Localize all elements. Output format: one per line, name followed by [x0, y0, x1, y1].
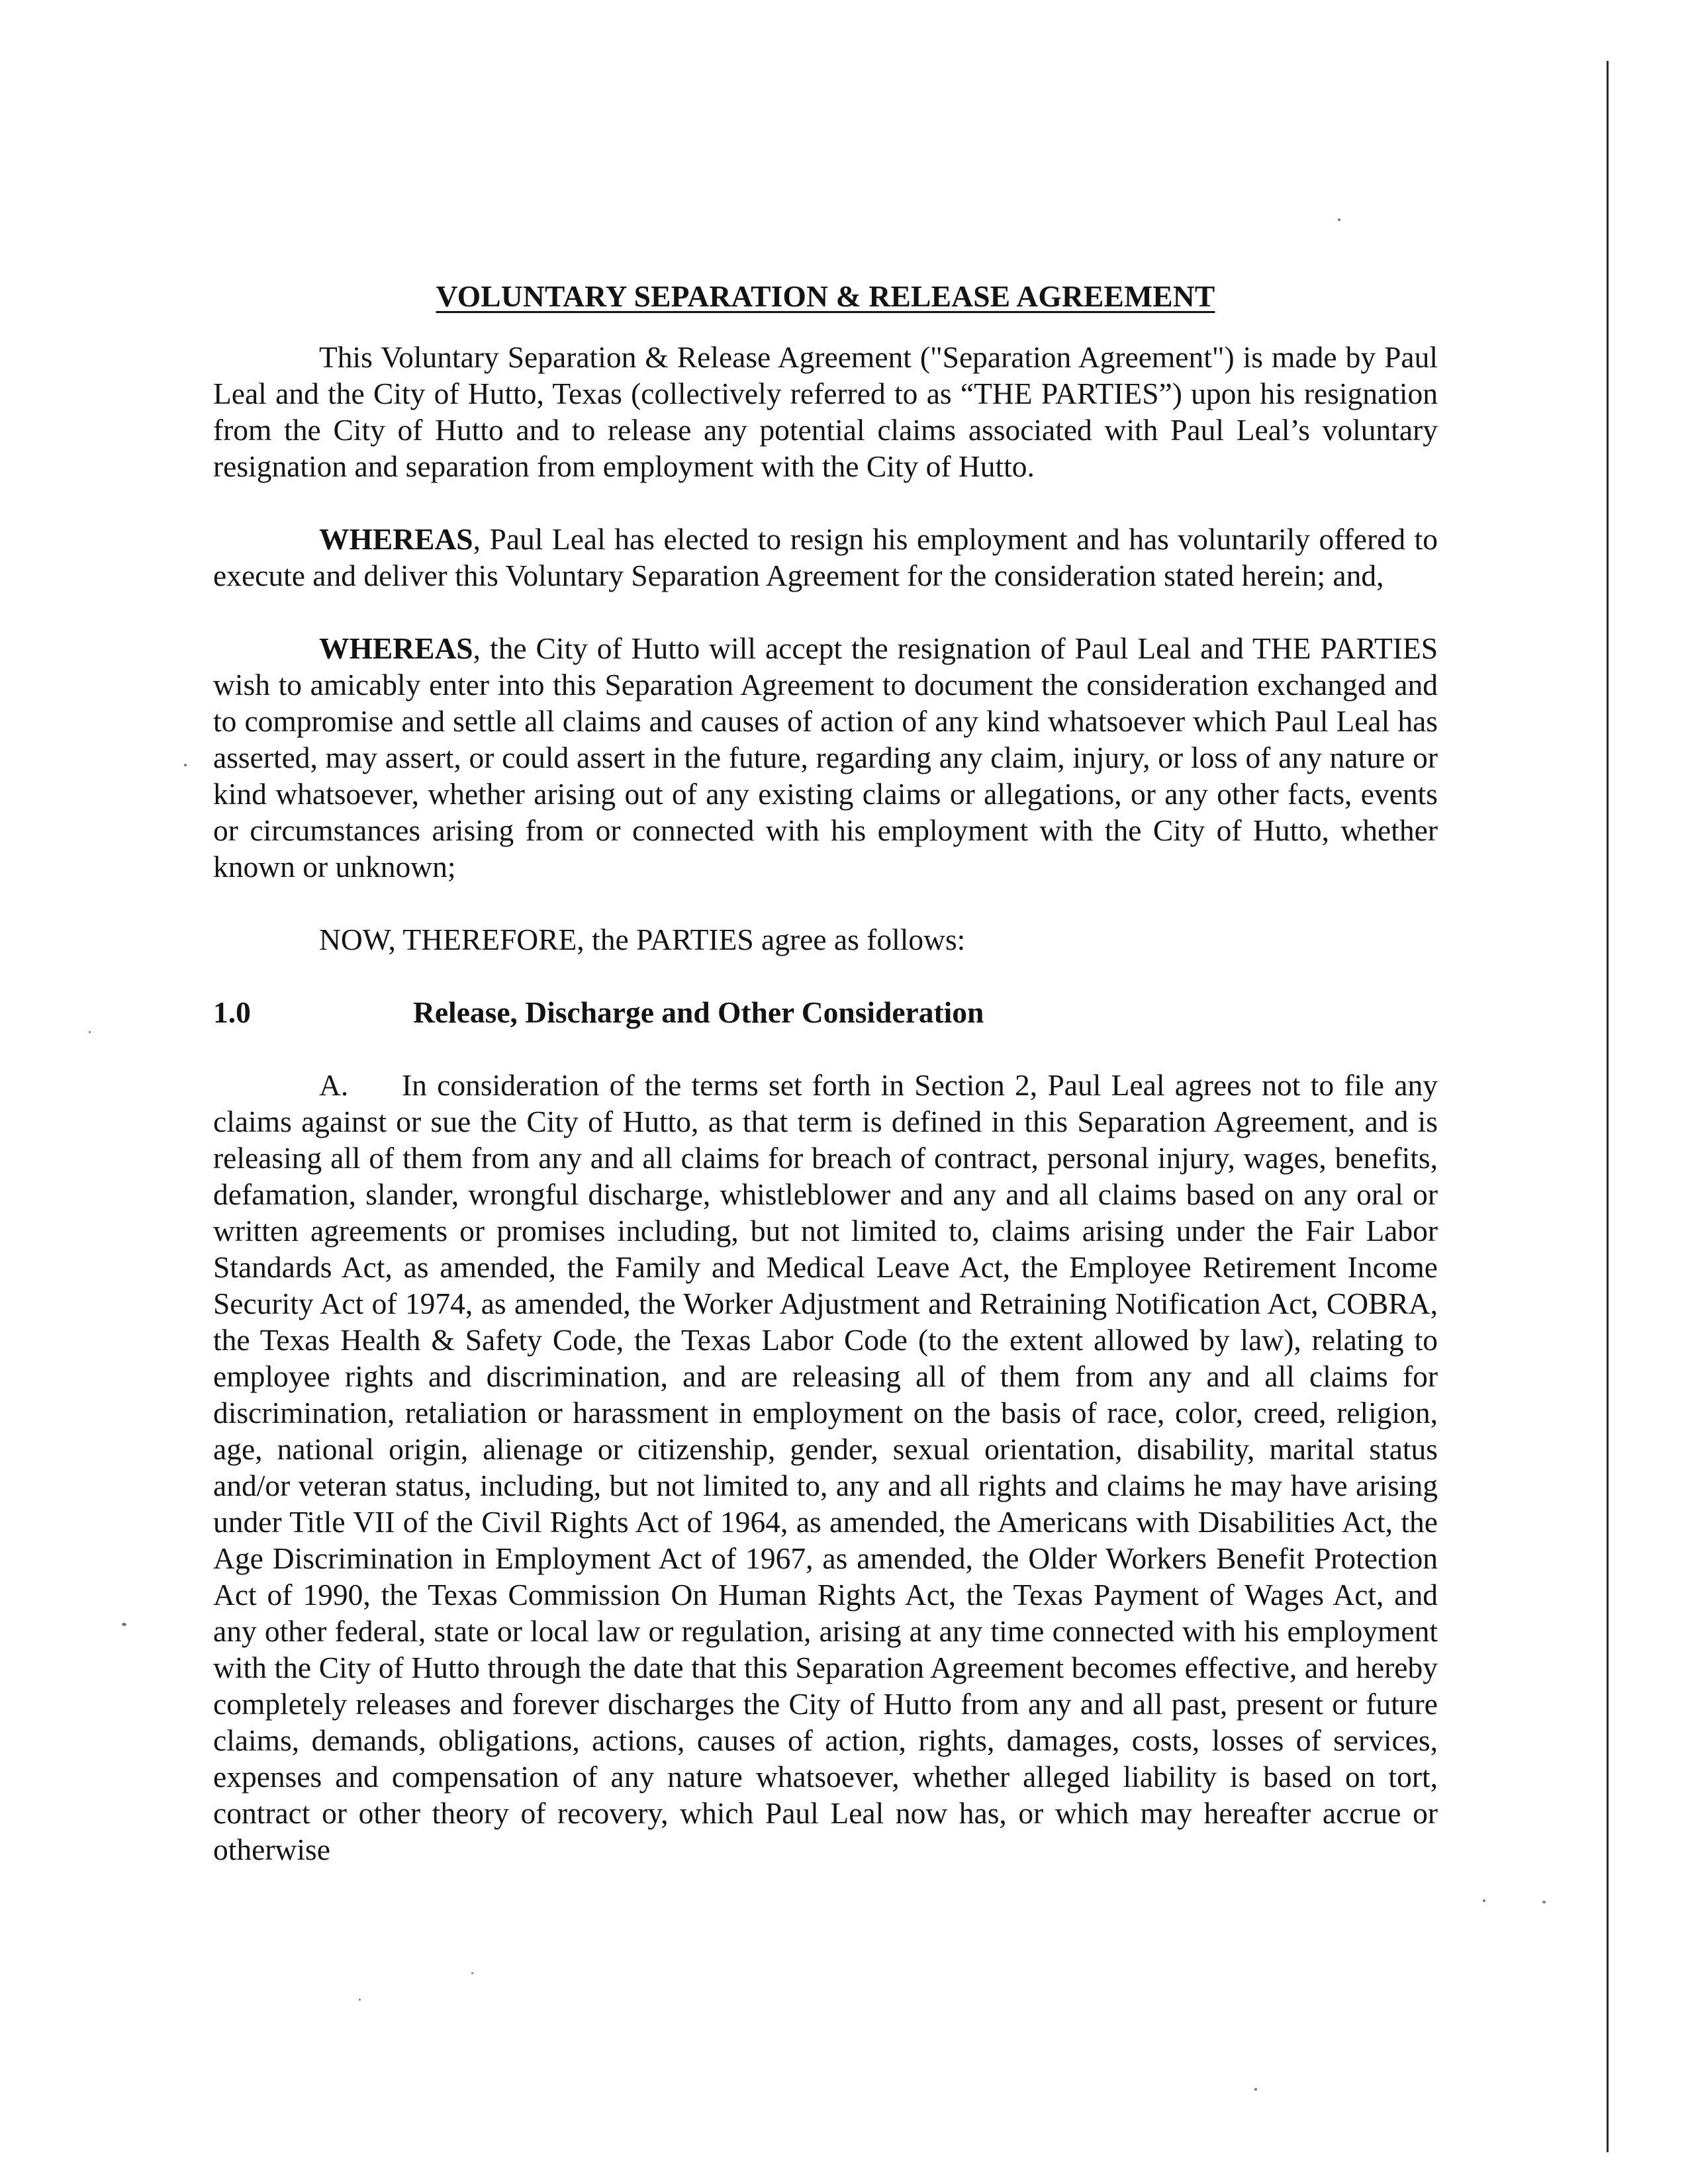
section-number: 1.0 — [213, 995, 251, 1029]
margin-rule — [1607, 61, 1609, 2152]
whereas-lead: WHEREAS — [319, 522, 473, 556]
scan-speck — [89, 1031, 91, 1033]
whereas-paragraph-1 — [213, 521, 1438, 594]
whereas-text: , the City of Hutto will accept the resignation of Paul Leal and THE PARTIES wish to amicably enter into this Separation Agreement to document the consideration exchanged and to compromise and settle all claims and causes of action of any kind whatsoever which Paul Leal has asserted, may assert, or could assert in the future, regarding any claim, injury, or loss of any nature or kind whatsoever, whether arising out of any existing claims or allegations, or any other facts, events or circumstances arising from or connected with his employment with the City of Hutto, whether known or unknown; — [213, 631, 1438, 884]
now-therefore-paragraph: NOW, THEREFORE, the PARTIES agree as follows: — [319, 923, 966, 956]
whereas-lead: WHEREAS — [319, 631, 473, 665]
whereas-text: , Paul Leal has elected to resign his employment and has voluntarily offered to execute and deliver this Voluntary Separation Agreement for the consideration stated herein; and, — [213, 522, 1438, 592]
scan-speck — [122, 1623, 126, 1626]
document-body — [213, 278, 1438, 1868]
scan-speck — [184, 764, 187, 766]
whereas-paragraph-2 — [213, 630, 1438, 885]
scan-speck — [1483, 1899, 1485, 1902]
scan-speck — [1254, 2088, 1257, 2091]
clause-text: In consideration of the terms set forth in Section 2, Paul Leal agrees not to file any claims against or sue the City of Hutto, as that term is defined in this Separation Agreement, and is releasing all of them from any and all claims for breach of contract, personal injury, wages, benefits, defamation, slander, wrongful discharge, whistleblower and any and all claims based on any oral or written agreements or promises including, but not limited to, claims arising under the Fair Labor Standards Act, as amended, the Family and Medical Leave Act, the Employee Retirement Income Security Act of 1974, as amended, the Worker Adjustment and Retraining Notification Act, COBRA, the Texas Health & Safety Code, the Texas Labor Code (to the extent allowed by law), relating to employee rights and discrimination, and are releasing all of them from any and all claims for discrimination, retaliation or harassment in employment on the basis of race, color, creed, religion, age, national origin, alienage or citizenship, gender, sexual orientation, disability, marital status and/or veteran status, including, but not limited to, any and all rights and claims he may have arising under Title VII of the Civil Rights Act of 1964, as amended, the Americans with Disabilities Act, the Age Discrimination in Employment Act of 1967, as amended, the Older Workers Benefit Protection Act of 1990, the Texas Commission On Human Rights Act, the Texas Payment of Wages Act, and any other federal, state or local law or regulation, arising at any time connected with his employment with the City of Hutto through the date that this Separation Agreement becomes effective, and hereby completely releases and forever discharges the City of Hutto from any and all past, present or future claims, demands, obligations, actions, causes of action, rights, damages, costs, losses of services, expenses and compensation of any nature whatsoever, whether alleged liability is based on tort, contract or other theory of recovery, which Paul Leal now has, or which may hereafter accrue or otherwise — [213, 1068, 1438, 1866]
clause-letter: A. — [319, 1068, 349, 1102]
scan-speck — [1542, 1901, 1546, 1903]
document-title: VOLUNTARY SEPARATION & RELEASE AGREEMENT — [436, 279, 1215, 313]
section-title: Release, Discharge and Other Consideration — [413, 995, 984, 1029]
scan-speck — [1338, 218, 1340, 221]
clause-a — [213, 1067, 1438, 1868]
intro-paragraph: This Voluntary Separation & Release Agreement ("Separation Agreement") is made by Paul Leal and the City of Hutto, Texas (collectively referred to as “THE PARTIES”) upon his resignation from the City of Hutto and to release any potential claims associated with Paul Leal’s voluntary resignation and separation from employment with the City of Hutto. — [213, 340, 1438, 483]
scan-speck — [359, 1999, 361, 2001]
scan-speck — [471, 1972, 473, 1974]
section-heading — [213, 994, 1438, 1030]
